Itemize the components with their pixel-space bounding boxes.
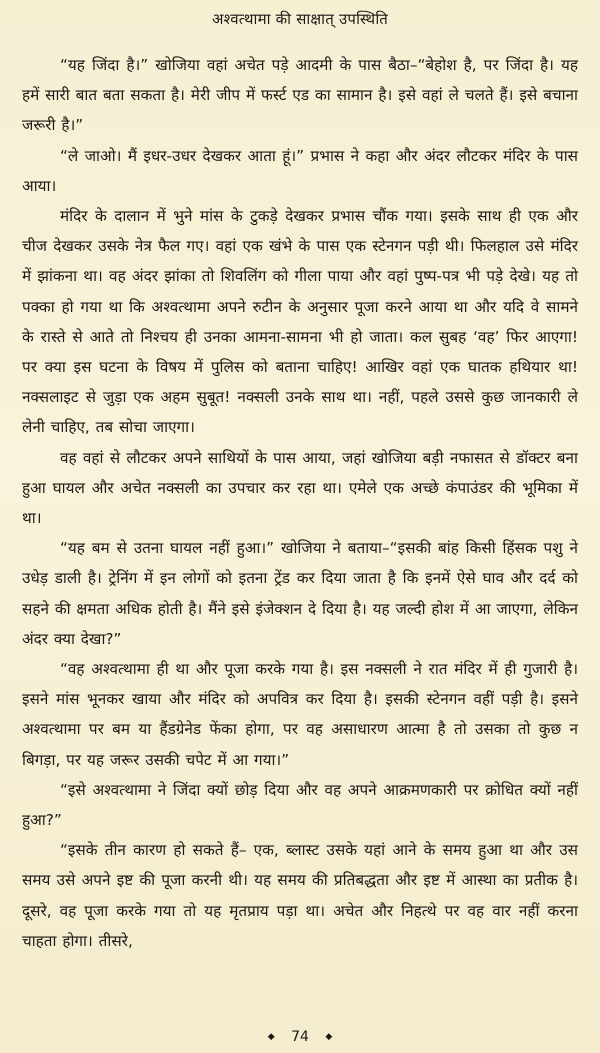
paragraph: “वह अश्वत्थामा ही था और पूजा करके गया है। इस नक्सली ने रात मंदिर में ही गुजारी है। इसने मांस भूनकर खाया और मंदिर को अपवित्र कर दिया है। इसकी स्टेनगन वहीं पड़ी है। इसने अश्वत्थामा पर बम या हैंडग्रेनेड फेंका होगा, पर वह असाधारण आत्मा है तो उसका तो कुछ न बिगड़ा, पर यह जरूर उसकी चपेट में आ गया।”: [22, 660, 578, 769]
paragraph: “ले जाओ। मैं इधर-उधर देखकर आता हूं।” प्रभास ने कहा और अंदर लौटकर मंदिर के पास आया।: [22, 146, 578, 195]
diamond-bullet-icon: ◆: [267, 1032, 275, 1042]
paragraph: “इसे अश्वत्थामा ने जिंदा क्यों छोड़ दिया और वह अपने आक्रमणकारी पर क्रोधित क्यों नहीं हुआ?”: [22, 780, 578, 830]
paragraph: वह वहां से लौटकर अपने साथियों के पास आया, जहां खोजिया बड़ी नफासत से डॉक्टर बना हुआ घायल और अचेत नक्सली का उपचार कर रहा था। एमेले एक अच्छे कंपाउंडर की भूमिका में था।: [22, 448, 578, 528]
page-footer: [0, 1027, 600, 1047]
diamond-bullet-icon: ◆: [325, 1032, 333, 1042]
paragraph: “यह जिंदा है।” खोजिया वहां अचेत पड़े आदमी के पास बैठा–“बेहोश है, पर जिंदा है। यह हमें सारी बात बता सकता है। मेरी जीप में फर्स्ट एड का सामान है। इसे वहां ले चलते हैं। इसे बचाना जरूरी है।”: [22, 56, 578, 135]
page-body: [22, 50, 578, 956]
paragraph: “इसके तीन कारण हो सकते हैं– एक, ब्लास्ट उसके यहां आने के समय हुआ था और उस समय उसे अपने इष्ट की पूजा करनी थी। यह समय की प्रतिबद्धता और इष्ट में आस्था का प्रतीक है। दूसरे, वह पूजा करके गया तो यह मृतप्राय पड़ा था। अचेत और निहत्थे पर वह वार नहीं करना चाहता होगा। तीसरे,: [22, 841, 578, 950]
page-number: 74: [291, 1029, 309, 1045]
paragraph: मंदिर के दालान में भुने मांस के टुकड़े देखकर प्रभास चौंक गया। इसके साथ ही एक और चीज देखकर उसके नेत्र फैल गए। वहां एक खंभे के पास एक स्टेनगन पड़ी थी। फिलहाल उसे मंदिर में झांकना था। वह अंदर झांका तो शिवलिंग को गीला पाया और वहां पुष्प-पत्र भी पड़े देखे। यह तो पक्का हो गया था कि अश्वत्थामा अपने रुटीन के अनुसार पूजा करने आया था और यदि वे सामने के रास्ते से आते तो निश्चय ही उनका आमना-सामना भी हो जाता। कल सुबह ‘वह’ फिर आएगा! पर क्या इस घटना के विषय में पुलिस को बताना चाहिए! आखिर वहां एक घातक हथियार था! नक्सलाइट से जुड़ा एक अहम सुबूत! नक्सली उनके साथ था। नहीं, पहले उससे कुछ जानकारी ले लेनी चाहिए, तब सोचा जाएगा।: [22, 207, 578, 437]
running-head-title: अश्वत्थामा की साक्षात् उपस्थिति: [212, 10, 388, 28]
paragraph: “यह बम से उतना घायल नहीं हुआ।” खोजिया ने बताया–“इसकी बांह किसी हिंसक पशु ने उधेड़ डाली है। ट्रेनिंग में इन लोगों को इतना ट्रेंड कर दिया जाता है कि इनमें ऐसे घाव और दर्द को सहने की क्षमता अधिक होती है। मैंने इसे इंजेक्शन दे दिया है। यह जल्दी होश में आ जाएगा, लेकिन अंदर क्या देखा?”: [22, 539, 578, 648]
